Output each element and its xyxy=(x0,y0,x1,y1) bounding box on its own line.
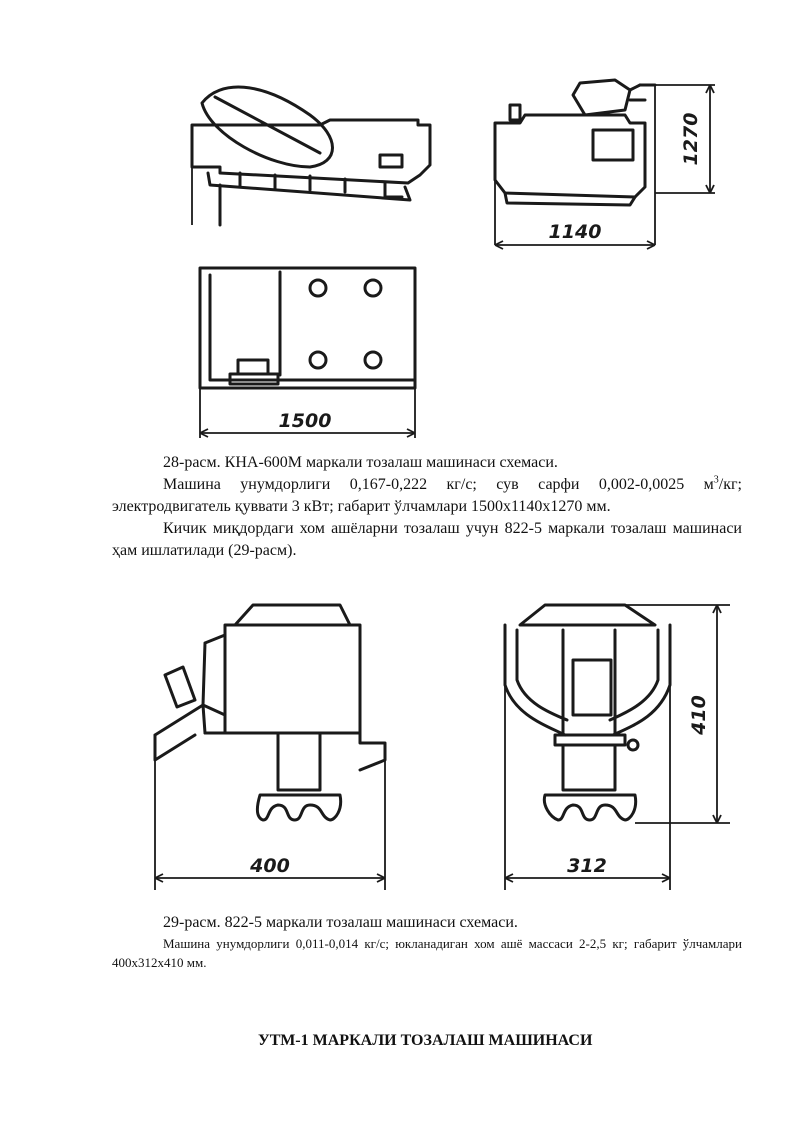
fig29-dim-height: 410 xyxy=(688,695,710,735)
fig28-dim-height: 1270 xyxy=(680,112,702,166)
section-heading: УТМ-1 МАРКАЛИ ТОЗАЛАШ МАШИНАСИ xyxy=(258,1032,593,1049)
fig29-dim-length: 400 xyxy=(250,855,290,877)
spec-paragraph xyxy=(112,474,742,518)
fig28-caption: 28-расм. КНА-600М маркали тозалаш машинаси схемаси. xyxy=(163,454,558,471)
fig29-dim-width: 312 xyxy=(567,855,607,877)
spec-part2: /кг; электродвигатель қуввати 3 кВт; габарит ўлчамлари 1500х1140х1270 мм. xyxy=(112,476,742,515)
fig29-front-view xyxy=(495,595,745,895)
fig28-side-view xyxy=(180,75,440,250)
fig29-note: Машина унумдорлиги 0,011-0,014 кг/с; юкланадиган хом ашё массаси 2-2,5 кг; габарит ўлчамлари 400х312х410 мм. xyxy=(112,936,742,970)
fig29-side-view xyxy=(145,595,415,895)
spec-sup: 3 xyxy=(713,474,719,486)
intro-paragraph: Кичик миқдордаги хом ашёларни тозалаш учун 822-5 маркали тозалаш машинаси ҳам ишлатилади (29-расм). xyxy=(112,520,742,559)
fig29-caption: 29-расм. 822-5 маркали тозалаш машинаси схемаси. xyxy=(163,914,518,931)
fig28-top-view xyxy=(180,260,440,440)
spec-part1: Машина унумдорлиги 0,167-0,222 кг/с; сув сарфи 0,002-0,0025 м xyxy=(163,476,714,493)
fig28-dim-length: 1500 xyxy=(278,410,332,432)
fig28-dim-width: 1140 xyxy=(548,221,602,243)
fig28-front-view xyxy=(485,75,745,255)
